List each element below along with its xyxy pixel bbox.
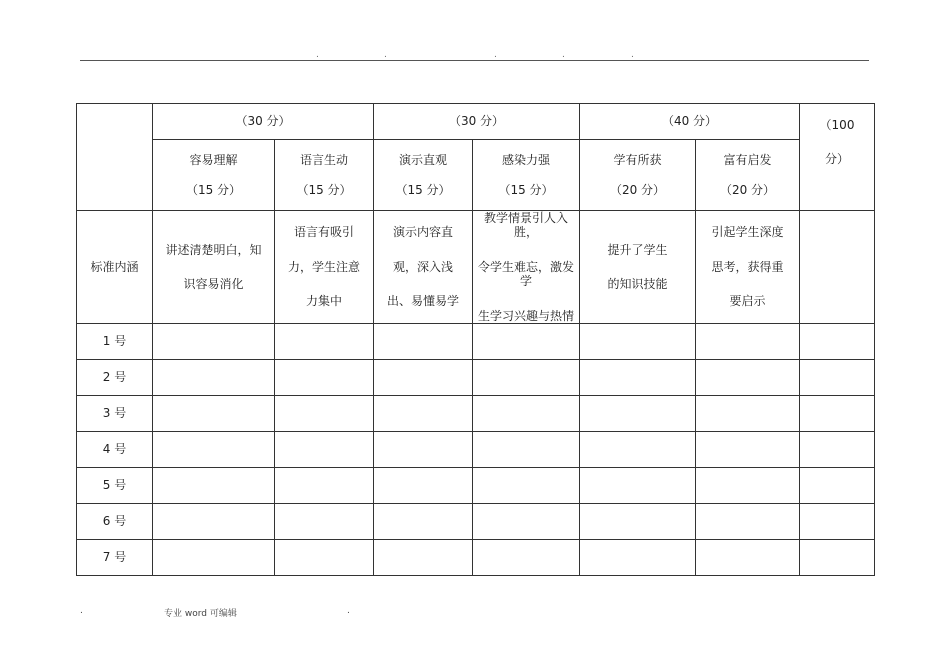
score-cell[interactable] <box>153 395 275 431</box>
score-cell[interactable] <box>473 395 580 431</box>
row-number: 6 号 <box>77 503 153 539</box>
evaluation-table <box>76 103 875 576</box>
criteria-line: 观，深入浅 <box>392 259 453 274</box>
score-cell[interactable] <box>374 395 473 431</box>
score-cell[interactable] <box>374 467 473 503</box>
criteria-label: 标准内涵 <box>77 211 153 324</box>
criteria-line: 力，学生注意 <box>287 259 360 274</box>
criteria-line: 教学情景引人入胜， <box>483 211 568 240</box>
score-cell[interactable] <box>696 467 800 503</box>
criteria-cell <box>275 211 374 324</box>
criteria-line: 令学生难忘，激发学 <box>477 259 574 289</box>
score-cell[interactable] <box>275 395 374 431</box>
total-cell[interactable] <box>800 467 875 503</box>
total-cell[interactable] <box>800 395 875 431</box>
total-cell <box>800 211 875 324</box>
score-cell[interactable] <box>153 503 275 539</box>
score-cell[interactable] <box>580 503 696 539</box>
score-cell[interactable] <box>374 323 473 359</box>
sub-score: （15 分） <box>185 182 242 197</box>
score-cell[interactable] <box>473 503 580 539</box>
score-cell[interactable] <box>275 539 374 575</box>
score-cell[interactable] <box>696 539 800 575</box>
header-dot: . <box>316 50 319 60</box>
footer-text: 专业 word 可编辑 <box>164 609 237 619</box>
header-dot: . <box>494 50 497 60</box>
score-cell[interactable] <box>580 395 696 431</box>
score-cell[interactable] <box>153 467 275 503</box>
total-cell[interactable] <box>800 323 875 359</box>
score-cell[interactable] <box>580 323 696 359</box>
criteria-cell <box>374 211 473 324</box>
score-cell[interactable] <box>153 323 275 359</box>
header-dot: . <box>562 50 565 60</box>
criteria-line: 出、易懂易学 <box>386 294 459 309</box>
criteria-line: 提升了学生 <box>607 242 668 257</box>
row-number: 7 号 <box>77 539 153 575</box>
sub-header <box>696 140 800 211</box>
table-row <box>77 467 875 503</box>
score-cell[interactable] <box>580 467 696 503</box>
score-cell[interactable] <box>696 503 800 539</box>
total-cell[interactable] <box>800 359 875 395</box>
criteria-line: 引起学生深度 <box>711 225 784 240</box>
table-row <box>77 431 875 467</box>
score-cell[interactable] <box>473 323 580 359</box>
score-cell[interactable] <box>153 431 275 467</box>
score-cell[interactable] <box>696 359 800 395</box>
row-number: 3 号 <box>77 395 153 431</box>
group-header: （40 分） <box>580 104 800 140</box>
sub-header <box>374 140 473 211</box>
score-cell[interactable] <box>473 467 580 503</box>
criteria-cell <box>696 211 800 324</box>
criteria-cell <box>153 211 275 324</box>
table-row <box>77 539 875 575</box>
criteria-line: 力集中 <box>305 294 342 309</box>
footer-dot: . <box>80 606 83 616</box>
row-number: 4 号 <box>77 431 153 467</box>
score-cell[interactable] <box>275 359 374 395</box>
criteria-cell <box>473 211 580 324</box>
total-line: （100 <box>819 118 855 132</box>
row-number: 1 号 <box>77 323 153 359</box>
sub-header <box>275 140 374 211</box>
group-header: （30 分） <box>153 104 374 140</box>
score-cell[interactable] <box>275 323 374 359</box>
total-cell[interactable] <box>800 539 875 575</box>
score-cell[interactable] <box>580 359 696 395</box>
score-cell[interactable] <box>275 431 374 467</box>
table-row <box>77 395 875 431</box>
criteria-line: 思考，获得重 <box>711 259 784 274</box>
row-number: 5 号 <box>77 467 153 503</box>
sub-score: （20 分） <box>609 182 666 197</box>
score-cell[interactable] <box>153 539 275 575</box>
criteria-line: 要启示 <box>729 294 766 309</box>
criteria-line: 生学习兴趣与热情 <box>477 308 574 323</box>
sub-name: 学有所获 <box>613 153 662 168</box>
corner-cell <box>77 104 153 211</box>
score-cell[interactable] <box>374 503 473 539</box>
score-cell[interactable] <box>696 431 800 467</box>
score-cell[interactable] <box>374 431 473 467</box>
score-cell[interactable] <box>153 359 275 395</box>
total-cell[interactable] <box>800 503 875 539</box>
total-line: 分） <box>824 152 849 167</box>
sub-score: （15 分） <box>395 182 451 197</box>
score-cell[interactable] <box>696 395 800 431</box>
footer-dot: . <box>347 606 350 616</box>
total-score-header <box>800 104 875 211</box>
sub-score: （20 分） <box>719 182 776 197</box>
sub-name: 富有启发 <box>723 153 772 168</box>
sub-score: （15 分） <box>296 182 352 197</box>
score-cell[interactable] <box>473 359 580 395</box>
table-row <box>77 359 875 395</box>
score-cell[interactable] <box>473 431 580 467</box>
score-cell[interactable] <box>374 539 473 575</box>
score-cell[interactable] <box>696 323 800 359</box>
table-row <box>77 323 875 359</box>
group-header: （30 分） <box>374 104 580 140</box>
sub-header <box>153 140 275 211</box>
score-cell[interactable] <box>580 539 696 575</box>
criteria-line: 语言有吸引 <box>293 225 354 240</box>
criteria-line: 的知识技能 <box>607 276 668 291</box>
score-cell[interactable] <box>275 503 374 539</box>
score-cell[interactable] <box>580 431 696 467</box>
criteria-cell <box>580 211 696 324</box>
header-dot: . <box>631 50 634 60</box>
score-cell[interactable] <box>374 359 473 395</box>
header-dot: . <box>384 50 387 60</box>
criteria-line: 讲述清楚明白，知 <box>165 242 262 257</box>
criteria-line: 识容易消化 <box>183 276 244 291</box>
sub-score: （15 分） <box>498 182 554 197</box>
table-row <box>77 503 875 539</box>
header-rule <box>80 60 869 61</box>
sub-name: 演示直观 <box>398 153 447 168</box>
sub-name: 语言生动 <box>299 153 348 168</box>
sub-name: 容易理解 <box>189 153 238 168</box>
score-cell[interactable] <box>275 467 374 503</box>
total-cell[interactable] <box>800 431 875 467</box>
sub-header <box>580 140 696 211</box>
sub-header <box>473 140 580 211</box>
row-number: 2 号 <box>77 359 153 395</box>
criteria-line: 演示内容直 <box>392 225 453 240</box>
score-cell[interactable] <box>473 539 580 575</box>
sub-name: 感染力强 <box>501 153 550 168</box>
